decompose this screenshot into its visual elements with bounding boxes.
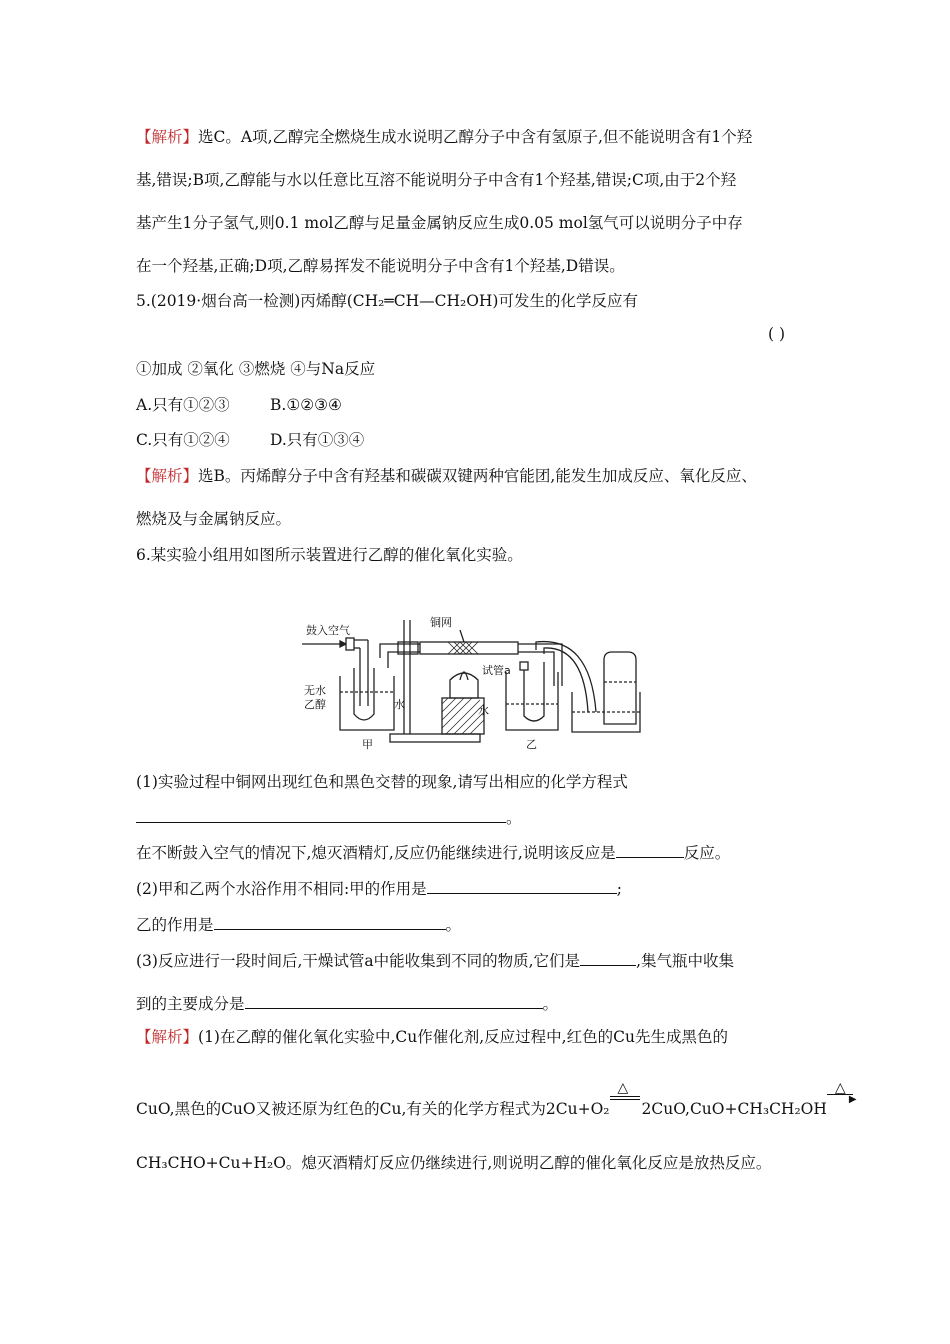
q6-sub3-mid: ,集气瓶中收集 — [636, 952, 734, 970]
q6-sub3-line — [136, 951, 734, 971]
q5-analysis-line-2: 燃烧及与金属钠反应。 — [136, 510, 292, 528]
q6-sub3-text: (3)反应进行一段时间后,干燥试管a中能收集到不同的物质,它们是 — [136, 952, 581, 970]
q5-analysis-text-1: 选B。丙烯醇分子中含有羟基和碳碳双键两种官能团,能发生加成反应、氧化反应、 — [198, 467, 757, 485]
q6-sub2-end: ; — [616, 880, 622, 898]
answer-blank[interactable] — [136, 808, 506, 823]
label-jia: 甲 — [362, 738, 373, 751]
q5-answer-paren: ( ) — [768, 325, 786, 343]
q6-sub1b-line — [136, 843, 730, 863]
label-yi: 乙 — [526, 738, 537, 751]
q4-analysis-line-3: 基产生1分子氢气,则0.1 mol乙醇与足量金属钠反应生成0.05 mol氢气可以说明分子中存 — [136, 214, 743, 232]
label-water-left: 水 — [394, 698, 405, 711]
q6-sub2-text: (2)甲和乙两个水浴作用不相同:甲的作用是 — [136, 880, 427, 898]
q6-analysis-text-2a: CuO,黑色的CuO又被还原为红色的Cu,有关的化学方程式为2Cu+O₂ — [136, 1100, 610, 1118]
analysis-tag: 【解析】 — [136, 1028, 199, 1046]
q6-sub3b-line — [136, 994, 558, 1014]
q6-analysis-line-3: CH₃CHO+Cu+H₂O。熄灭酒精灯反应仍继续进行,则说明乙醇的催化氧化反应是放热反应。 — [136, 1154, 772, 1172]
q6-sub1b-text: 在不断鼓入空气的情况下,熄灭酒精灯,反应仍能继续进行,说明该反应是 — [136, 844, 616, 862]
answer-blank[interactable] — [427, 879, 617, 894]
q5-options-list: ①加成 ②氧化 ③燃烧 ④与Na反应 — [136, 360, 376, 378]
q4-analysis-line-2: 基,错误;B项,乙醇能与水以任意比互溶不能说明分子中含有1个羟基,错误;C项,由于2个羟 — [136, 171, 737, 189]
q4-analysis-text-1: 选C。A项,乙醇完全燃烧生成水说明乙醇分子中含有氢原子,但不能说明含有1个羟 — [198, 128, 753, 146]
q5-option-d: D.只有①③④ — [270, 431, 365, 449]
q5-option-a: A.只有①②③ — [136, 396, 230, 414]
q6-analysis-text-1: (1)在乙醇的催化氧化实验中,Cu作催化剂,反应过程中,红色的Cu先生成黑色的 — [198, 1028, 728, 1046]
analysis-tag: 【解析】 — [136, 467, 199, 485]
heat-icon: △ — [617, 1080, 629, 1096]
q6-sub1b-end: 反应。 — [683, 844, 731, 862]
answer-blank[interactable] — [245, 994, 543, 1009]
q5-option-c: C.只有①②④ — [136, 431, 230, 449]
label-ethanol-1: 无水 — [304, 684, 326, 697]
equals-heat-sign — [610, 1080, 642, 1120]
apparatus-figure — [300, 606, 650, 752]
q6-sub2b-end: 。 — [445, 916, 462, 934]
answer-blank[interactable] — [214, 915, 446, 930]
q6-analysis-text-2b: 2CuO,CuO+CH₃CH₂OH — [641, 1100, 827, 1118]
q5-stem: 5.(2019·烟台高一检测)丙烯醇(CH₂═CH—CH₂OH)可发生的化学反应有 — [136, 292, 638, 310]
q6-analysis-line-1 — [136, 1027, 728, 1047]
q6-sub1: (1)实验过程中铜网出现红色和黑色交替的现象,请写出相应的化学方程式 — [136, 773, 628, 791]
q6-sub2b-line — [136, 915, 461, 935]
label-water-right: 水 — [478, 704, 489, 717]
q5-option-b: B.①②③④ — [270, 396, 342, 414]
answer-blank[interactable] — [616, 843, 684, 858]
arrow-heat-sign: △ ▶ — [827, 1100, 855, 1120]
answer-blank[interactable] — [580, 951, 636, 966]
label-copper-mesh: 铜网 — [430, 616, 452, 629]
q6-sub3b-text: 到的主要成分是 — [136, 995, 245, 1013]
q5-analysis-line-1 — [136, 466, 757, 486]
analysis-tag: 【解析】 — [136, 128, 199, 146]
heat-icon: △ — [834, 1080, 846, 1096]
label-tube-a: 试管a — [482, 664, 511, 677]
label-air: 鼓入空气 — [306, 624, 350, 637]
q4-analysis-line-1 — [136, 127, 752, 147]
q6-sub1-answer-line — [136, 808, 522, 828]
q6-sub1-end: 。 — [506, 809, 522, 827]
q6-sub3b-end: 。 — [542, 995, 559, 1013]
q6-stem: 6.某实验小组用如图所示装置进行乙醇的催化氧化实验。 — [136, 546, 523, 564]
q6-sub2-line — [136, 879, 622, 899]
q6-sub2b-text: 乙的作用是 — [136, 916, 214, 934]
q4-analysis-line-4: 在一个羟基,正确;D项,乙醇易挥发不能说明分子中含有1个羟基,D错误。 — [136, 257, 625, 275]
q6-analysis-line-2 — [136, 1080, 857, 1120]
label-ethanol-2: 乙醇 — [304, 698, 326, 711]
